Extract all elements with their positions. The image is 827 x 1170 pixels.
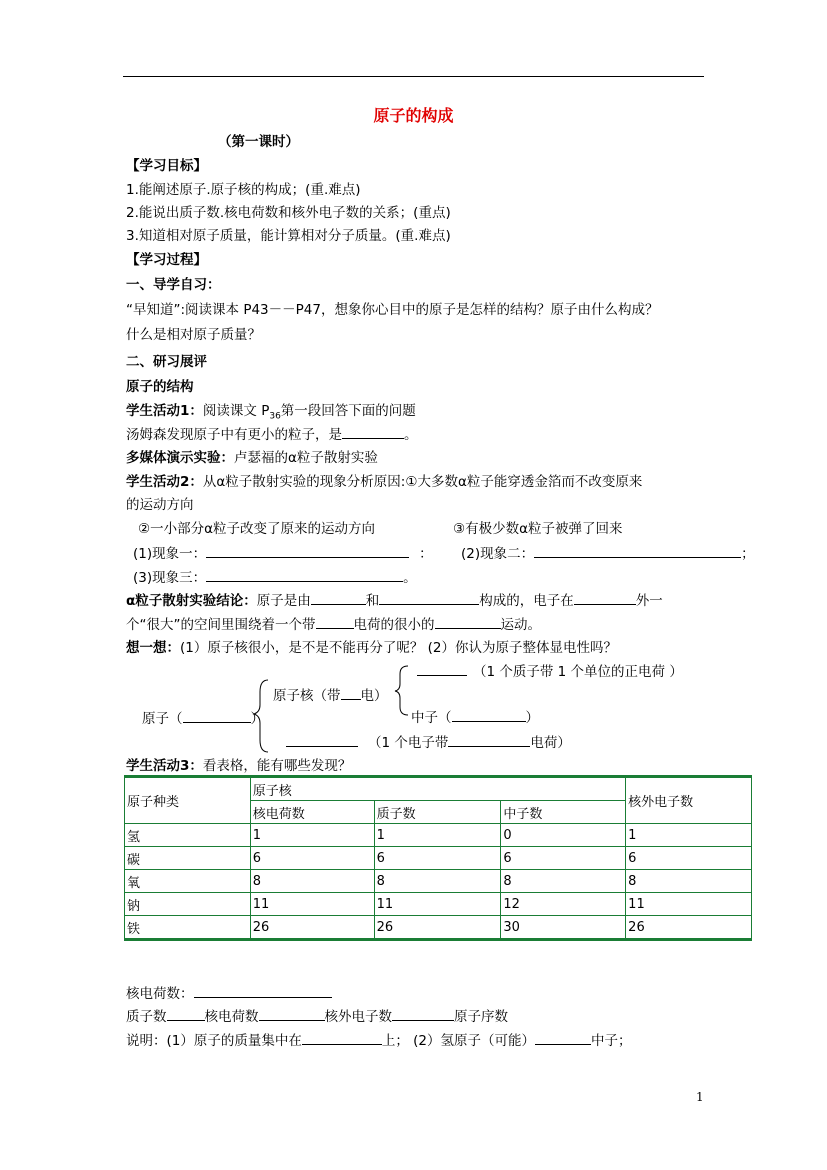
answer-blank[interactable] <box>302 1044 382 1045</box>
phenomenon-3-row: (3)现象三： 。 <box>133 570 417 586</box>
activity-1: 学生活动1：阅读课文 $P_{36}$第一段回答下面的问题 <box>126 403 416 422</box>
header-charge: 核电荷数 <box>250 801 374 824</box>
answer-blank[interactable] <box>316 628 354 629</box>
header-species: 原子种类 <box>125 777 251 824</box>
neutron-node: 中子（ ） <box>411 710 539 726</box>
process-heading: 【学习过程】 <box>126 252 207 268</box>
answer-blank[interactable] <box>206 557 409 558</box>
relation-question: 质子数 核电荷数 核外电子数 原子序数 <box>126 1009 508 1025</box>
answer-blank[interactable] <box>535 1044 591 1045</box>
answer-blank[interactable] <box>341 699 361 700</box>
answer-blank[interactable] <box>286 746 358 747</box>
goal-item: 3.知道相对原子质量，能计算相对分子质量。(重.难点) <box>126 228 451 244</box>
answer-blank[interactable] <box>452 721 526 722</box>
atom-node: 原子（ ） <box>142 711 264 727</box>
phenomenon-2-desc: ②一小部分α粒子改变了原来的运动方向 <box>138 521 376 537</box>
structure-heading: 原子的结构 <box>126 379 194 395</box>
answer-blank[interactable] <box>392 1020 454 1021</box>
section-2-heading: 二、研习展评 <box>126 354 207 370</box>
header-protons: 质子数 <box>374 801 501 824</box>
activity-1-question: 汤姆森发现原子中有更小的粒子，是 。 <box>126 427 418 443</box>
answer-blank[interactable] <box>435 628 501 629</box>
preview-text: 什么是相对原子质量？ <box>126 327 261 343</box>
page-number: 1 <box>696 1090 704 1104</box>
goal-item: 2.能说出质子数.核电荷数和核外电子数的关系；(重点) <box>126 205 451 221</box>
goal-item: 1.能阐述原子.原子核的构成；(重.难点) <box>126 182 361 198</box>
activity-3: 学生活动3：看表格，能有哪些发现？ <box>126 758 352 774</box>
activity-2-text: 的运动方向 <box>126 497 194 513</box>
answer-blank[interactable] <box>311 604 366 605</box>
proton-node: （1 个质子带 1 个单位的正电荷 ） <box>417 660 683 680</box>
table-row: 氧 8 8 8 8 <box>125 870 752 893</box>
phenomenon-2-row: (2)现象二： ； <box>461 546 755 562</box>
conclusion-line-2: 个“很大”的空间里围绕着一个带 电荷的很小的 运动。 <box>126 617 541 633</box>
activity-2: 学生活动2：从α粒子散射实验的现象分析原因:①大多数α粒子能穿透金箔而不改变原来 <box>126 474 643 490</box>
nucleus-node: 原子核（带 电） <box>273 688 388 704</box>
note-question: 说明：(1）原子的质量集中在 上； (2）氢原子（可能） 中子； <box>126 1033 632 1049</box>
header-neutrons: 中子数 <box>501 801 626 824</box>
table-row: 钠 11 11 12 11 <box>125 893 752 916</box>
table-row: 碳 6 6 6 6 <box>125 847 752 870</box>
activity-label: 学生活动1： <box>126 403 203 419</box>
electron-node: （1 个电子带 电荷） <box>286 731 571 751</box>
inner-brace-icon <box>395 666 408 715</box>
answer-blank[interactable] <box>167 1020 205 1021</box>
header-nucleus: 原子核 <box>250 777 625 801</box>
preview-text: “早知道”:阅读课本 P43－－P47，想象你心目中的原子是怎样的结构？原子由什么构成？ <box>126 302 659 318</box>
charge-question: 核电荷数： <box>126 982 332 1002</box>
table-row: 铁 26 26 30 26 <box>125 916 752 940</box>
header-electrons: 核外电子数 <box>626 777 752 824</box>
answer-blank[interactable] <box>194 997 332 998</box>
phenomenon-1-row: (1)现象一： ： <box>133 546 433 562</box>
answer-blank[interactable] <box>379 604 479 605</box>
answer-blank[interactable] <box>417 675 467 676</box>
goals-heading: 【学习目标】 <box>126 158 207 174</box>
phenomenon-3-desc: ③有极少数α粒子被弹了回来 <box>453 521 623 537</box>
think-question: 想一想：(1）原子核很小，是不是不能再分了呢？ (2）你认为原子整体显电性吗？ <box>126 640 618 656</box>
conclusion: α粒子散射实验结论：原子是由 和 构成的，电子在 外一 <box>126 593 663 609</box>
page-title: 原子的构成 <box>373 106 454 125</box>
table-row: 氢 1 1 0 1 <box>125 824 752 847</box>
answer-blank[interactable] <box>574 604 636 605</box>
atom-table <box>124 775 752 941</box>
header-rule <box>123 76 704 77</box>
answer-blank[interactable] <box>342 438 404 439</box>
answer-blank[interactable] <box>183 722 251 723</box>
answer-blank[interactable] <box>259 1020 325 1021</box>
media-experiment: 多媒体演示实验：卢瑟福的α粒子散射实验 <box>126 450 378 466</box>
answer-blank[interactable] <box>534 557 741 558</box>
lesson-subtitle: （第一课时） <box>218 134 299 150</box>
answer-blank[interactable] <box>206 581 403 582</box>
section-1-heading: 一、导学自习： <box>126 277 221 293</box>
answer-blank[interactable] <box>448 746 530 747</box>
